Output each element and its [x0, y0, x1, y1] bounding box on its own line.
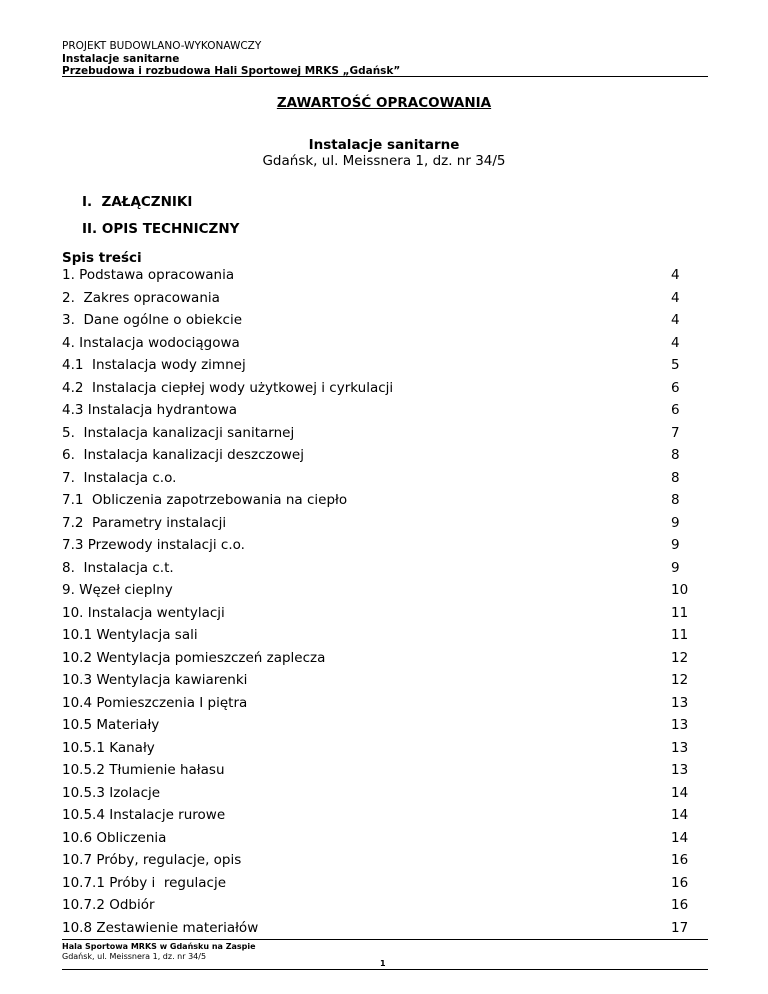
- toc-entry-page: 11: [671, 627, 689, 643]
- toc-heading: Spis treści: [62, 250, 142, 266]
- toc-entry-page: 8: [671, 447, 680, 463]
- toc-entry-label: 10.7.2 Odbiór: [62, 897, 155, 913]
- toc-entry-label: 10.6 Obliczenia: [62, 829, 167, 846]
- toc-entry-page: 8: [671, 492, 680, 508]
- toc-entry[interactable]: [62, 309, 708, 332]
- header-discipline: Instalacje sanitarne: [62, 52, 180, 65]
- toc-entry[interactable]: [62, 782, 708, 805]
- toc-entry-label: 10.2 Wentylacja pomieszczeń zaplecza: [62, 649, 326, 666]
- page-header: [62, 40, 708, 78]
- toc-entry-page: 13: [671, 739, 689, 756]
- header-divider: [62, 76, 708, 77]
- toc-entry[interactable]: [62, 399, 708, 422]
- section-technical-description: II. OPIS TECHNICZNY: [82, 221, 240, 237]
- toc-entry[interactable]: [62, 917, 708, 940]
- toc-entry-label: 4.1 Instalacja wody zimnej: [62, 357, 246, 373]
- toc-entry[interactable]: [62, 624, 708, 647]
- toc-entry-page: 6: [671, 402, 680, 418]
- footer-address: Gdańsk, ul. Meissnera 1, dz. nr 34/5: [62, 951, 207, 961]
- toc-entry-page: 14: [671, 807, 689, 823]
- toc-entry-label: 7.2 Parametry instalacji: [62, 514, 227, 531]
- toc-entry-page: 6: [671, 379, 680, 396]
- toc-entry-page: 11: [671, 604, 689, 621]
- toc-entry-label: 9. Węzeł cieplny: [62, 582, 173, 598]
- toc-entry-label: 10.8 Zestawienie materiałów: [62, 919, 259, 936]
- toc-entry-page: 12: [671, 672, 689, 688]
- toc-entry[interactable]: [62, 512, 708, 535]
- document-subtitle: Instalacje sanitarne: [308, 137, 460, 153]
- toc-entry-label: 10.1 Wentylacja sali: [62, 627, 198, 643]
- toc-entry-label: 7.3 Przewody instalacji c.o.: [62, 537, 245, 553]
- toc-entry[interactable]: [62, 849, 708, 872]
- toc-entry-page: 13: [671, 694, 689, 711]
- toc-entry[interactable]: [62, 287, 708, 310]
- toc-entry[interactable]: [62, 579, 708, 602]
- toc-entry[interactable]: [62, 557, 708, 580]
- page-footer: [62, 942, 256, 961]
- toc-entry[interactable]: [62, 444, 708, 467]
- toc-entry-label: 10.5.2 Tłumienie hałasu: [62, 762, 225, 778]
- toc-entry-label: 10.3 Wentylacja kawiarenki: [62, 672, 248, 688]
- toc-entry-page: 9: [671, 514, 680, 531]
- toc-entry[interactable]: [62, 602, 708, 625]
- toc-entry[interactable]: [62, 489, 708, 512]
- toc-entry-label: 6. Instalacja kanalizacji deszczowej: [62, 447, 304, 463]
- toc-entry-page: 5: [671, 357, 680, 373]
- toc-entry-label: 4.2 Instalacja ciepłej wody użytkowej i cyrkulacji: [62, 379, 394, 396]
- toc-entry[interactable]: [62, 669, 708, 692]
- toc-entry-page: 8: [671, 469, 680, 486]
- toc-entry-page: 17: [671, 919, 689, 936]
- toc-entry-page: 9: [671, 537, 680, 553]
- toc-entry-page: 14: [671, 829, 689, 846]
- toc-entry[interactable]: [62, 534, 708, 557]
- document-title: ZAWARTOŚĆ OPRACOWANIA: [276, 95, 492, 111]
- toc-entry-page: 16: [671, 897, 689, 913]
- toc-entry[interactable]: [62, 714, 708, 737]
- toc-entry-page: 14: [671, 784, 689, 801]
- table-of-contents: [62, 264, 708, 939]
- toc-entry[interactable]: [62, 264, 708, 287]
- toc-entry-label: 10.5 Materiały: [62, 717, 160, 733]
- toc-entry-label: 10.7.1 Próby i regulacje: [62, 874, 227, 891]
- toc-entry[interactable]: [62, 804, 708, 827]
- toc-entry-page: 12: [671, 649, 689, 666]
- footer-divider-bottom: [62, 969, 708, 970]
- toc-entry-page: 7: [671, 424, 680, 441]
- toc-entry[interactable]: [62, 377, 708, 400]
- toc-entry-page: 16: [671, 852, 689, 868]
- header-project-type: PROJEKT BUDOWLANO-WYKONAWCZY: [62, 40, 262, 52]
- footer-building: Hala Sportowa MRKS w Gdańsku na Zaspie: [62, 942, 256, 951]
- header-project-name: Przebudowa i rozbudowa Hali Sportowej MRKS „Gdańsk”: [62, 65, 401, 77]
- toc-entry-label: 1. Podstawa opracowania: [62, 267, 235, 283]
- toc-entry[interactable]: [62, 737, 708, 760]
- toc-entry-page: 4: [671, 334, 680, 351]
- toc-entry[interactable]: [62, 692, 708, 715]
- toc-entry[interactable]: [62, 647, 708, 670]
- toc-entry-label: 10.5.3 Izolacje: [62, 784, 161, 801]
- toc-entry-label: 2. Zakres opracowania: [62, 289, 220, 306]
- toc-entry-page: 16: [671, 874, 689, 891]
- toc-entry-page: 13: [671, 717, 689, 733]
- toc-entry-label: 10. Instalacja wentylacji: [62, 604, 225, 621]
- document-address: Gdańsk, ul. Meissnera 1, dz. nr 34/5: [262, 153, 506, 169]
- toc-entry[interactable]: [62, 332, 708, 355]
- toc-entry[interactable]: [62, 422, 708, 445]
- toc-entry-label: 7.1 Obliczenia zapotrzebowania na ciepło: [62, 492, 348, 508]
- toc-entry[interactable]: [62, 467, 708, 490]
- toc-entry-label: 10.5.1 Kanały: [62, 739, 155, 756]
- toc-entry[interactable]: [62, 872, 708, 895]
- toc-entry-label: 7. Instalacja c.o.: [62, 469, 177, 486]
- toc-entry-label: 4.3 Instalacja hydrantowa: [62, 402, 238, 418]
- toc-entry-label: 8. Instalacja c.t.: [62, 559, 174, 576]
- toc-entry-page: 4: [671, 289, 680, 306]
- toc-entry-label: 10.4 Pomieszczenia I piętra: [62, 694, 248, 711]
- toc-entry-label: 10.5.4 Instalacje rurowe: [62, 807, 226, 823]
- toc-entry[interactable]: [62, 354, 708, 377]
- footer-divider-top: [62, 939, 708, 940]
- toc-entry[interactable]: [62, 759, 708, 782]
- page-number: 1: [380, 959, 386, 968]
- toc-entry-label: 5. Instalacja kanalizacji sanitarnej: [62, 424, 295, 441]
- toc-entry-page: 4: [671, 312, 680, 328]
- section-attachments: I. ZAŁĄCZNIKI: [82, 194, 193, 210]
- toc-entry-label: 3. Dane ogólne o obiekcie: [62, 312, 243, 328]
- toc-entry-label: 10.7 Próby, regulacje, opis: [62, 852, 242, 868]
- toc-entry-page: 4: [671, 267, 680, 283]
- toc-entry-page: 9: [671, 559, 680, 576]
- toc-entry-page: 13: [671, 762, 689, 778]
- toc-entry-page: 10: [671, 582, 689, 598]
- toc-entry-label: 4. Instalacja wodociągowa: [62, 334, 240, 351]
- toc-entry[interactable]: [62, 894, 708, 917]
- toc-entry[interactable]: [62, 827, 708, 850]
